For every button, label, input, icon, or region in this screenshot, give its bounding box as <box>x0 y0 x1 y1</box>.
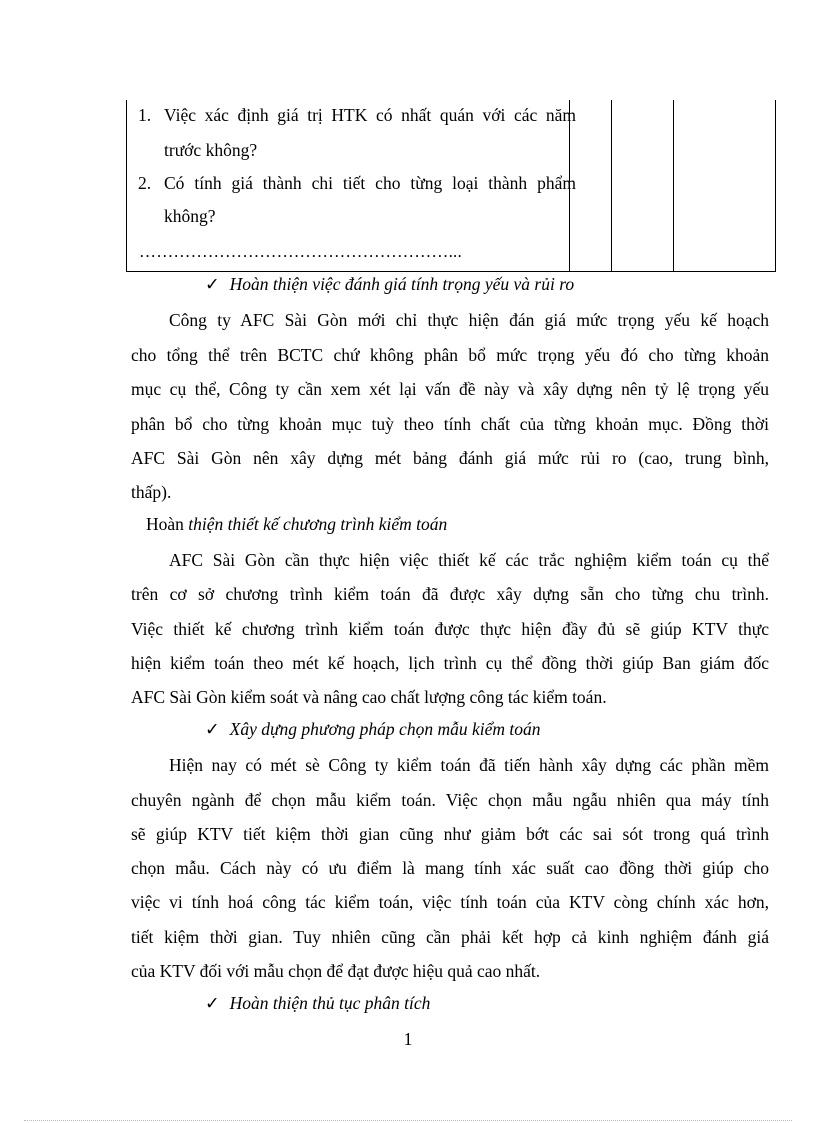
check-icon: ✓ <box>205 993 220 1013</box>
page-number: 1 <box>403 1029 413 1049</box>
table-dots: ………………………………………………... <box>139 242 462 261</box>
paragraph-line: hiện kiểm toán theo mét kế hoạch, lịch trình cụ thể đồng thời giúp Ban giám đốc <box>131 653 769 673</box>
question-2-line-2: không? <box>164 206 216 226</box>
question-1-line-2: trước không? <box>164 140 258 160</box>
paragraph-line: thấp). <box>131 482 172 502</box>
paragraph-line: việc vi tính hoá công tác kiểm toán, việc tính toán của KTV còng chính xác hơn, <box>131 892 769 912</box>
section-heading-2: Hoàn thiện thiết kế chương trình kiểm toán <box>146 514 448 534</box>
page-bottom-divider <box>24 1120 792 1121</box>
table-divider <box>673 100 674 271</box>
section-heading-3: ✓ Xây dựng phương pháp chọn mẫu kiểm toán <box>205 719 541 739</box>
section-heading-4: ✓ Hoàn thiện thủ tục phân tích <box>205 993 431 1013</box>
section-heading-1: ✓ Hoàn thiện việc đánh giá tính trọng yếu và rủi ro <box>205 274 575 294</box>
paragraph-line: AFC Sài Gòn nên xây dựng mét bảng đánh giá mức rủi ro (cao, trung bình, <box>131 448 769 468</box>
paragraph-line: Việc thiết kế chương trình kiểm toán được thực hiện đầy đủ sẽ giúp KTV thực <box>131 619 769 639</box>
paragraph-line: AFC Sài Gòn kiểm soát và nâng cao chất lượng công tác kiểm toán. <box>131 687 607 707</box>
paragraph-line: mục cụ thể, Công ty cần xem xét lại vấn đề này và xây dựng nên tỷ lệ trọng yếu <box>131 379 769 399</box>
paragraph-line: cho tổng thể trên BCTC chứ không phân bổ mức trọng yếu đó cho từng khoản <box>131 345 769 365</box>
paragraph-line: tiết kiệm thời gian. Tuy nhiên cũng cần phải kết hợp cả kinh nghiệm đánh giá <box>131 927 769 947</box>
check-icon: ✓ <box>205 274 220 294</box>
paragraph-line: chọn mẫu. Cách này có ưu điểm là mang tính xác suất cao đồng thời giúp cho <box>131 858 769 878</box>
check-icon: ✓ <box>205 719 220 739</box>
paragraph-line: của KTV đối với mẫu chọn để đạt được hiệu quả cao nhất. <box>131 961 541 981</box>
paragraph-line: phân bổ cho từng khoản mục tuỳ theo tính chất của từng khoản mục. Đồng thời <box>131 414 769 434</box>
paragraph-line: sẽ giúp KTV tiết kiệm thời gian cũng như giảm bớt các sai sót trong quá trình <box>131 824 769 844</box>
question-2-line-1: Có tính giá thành chi tiết cho từng loại thành phẩm <box>164 173 576 193</box>
paragraph-line: chuyên ngành để chọn mẫu kiểm toán. Việc chọn mẫu ngẫu nhiên qua máy tính <box>131 790 769 810</box>
paragraph-line: AFC Sài Gòn cần thực hiện việc thiết kế các trắc nghiệm kiểm toán cụ thể <box>169 550 769 570</box>
paragraph-line: Hiện nay có mét sè Công ty kiểm toán đã tiến hành xây dựng các phần mềm <box>169 755 769 775</box>
table-divider <box>611 100 612 271</box>
question-cell: 1. Việc xác định giá trị HTK có nhất quán với các năm trước không? 2. Có tính giá thành chi tiết cho từng loại thành phẩm không? ………………………………………………... <box>138 105 576 261</box>
question-1-line-1: Việc xác định giá trị HTK có nhất quán với các năm <box>164 105 576 125</box>
paragraph-line: Công ty AFC Sài Gòn mới chỉ thực hiện đán giá mức trọng yếu kế hoạch <box>169 310 769 330</box>
checklist-table <box>126 100 776 272</box>
paragraph-line: trên cơ sở chương trình kiểm toán đã được xây dựng sẵn cho từng chu trình. <box>131 584 769 604</box>
